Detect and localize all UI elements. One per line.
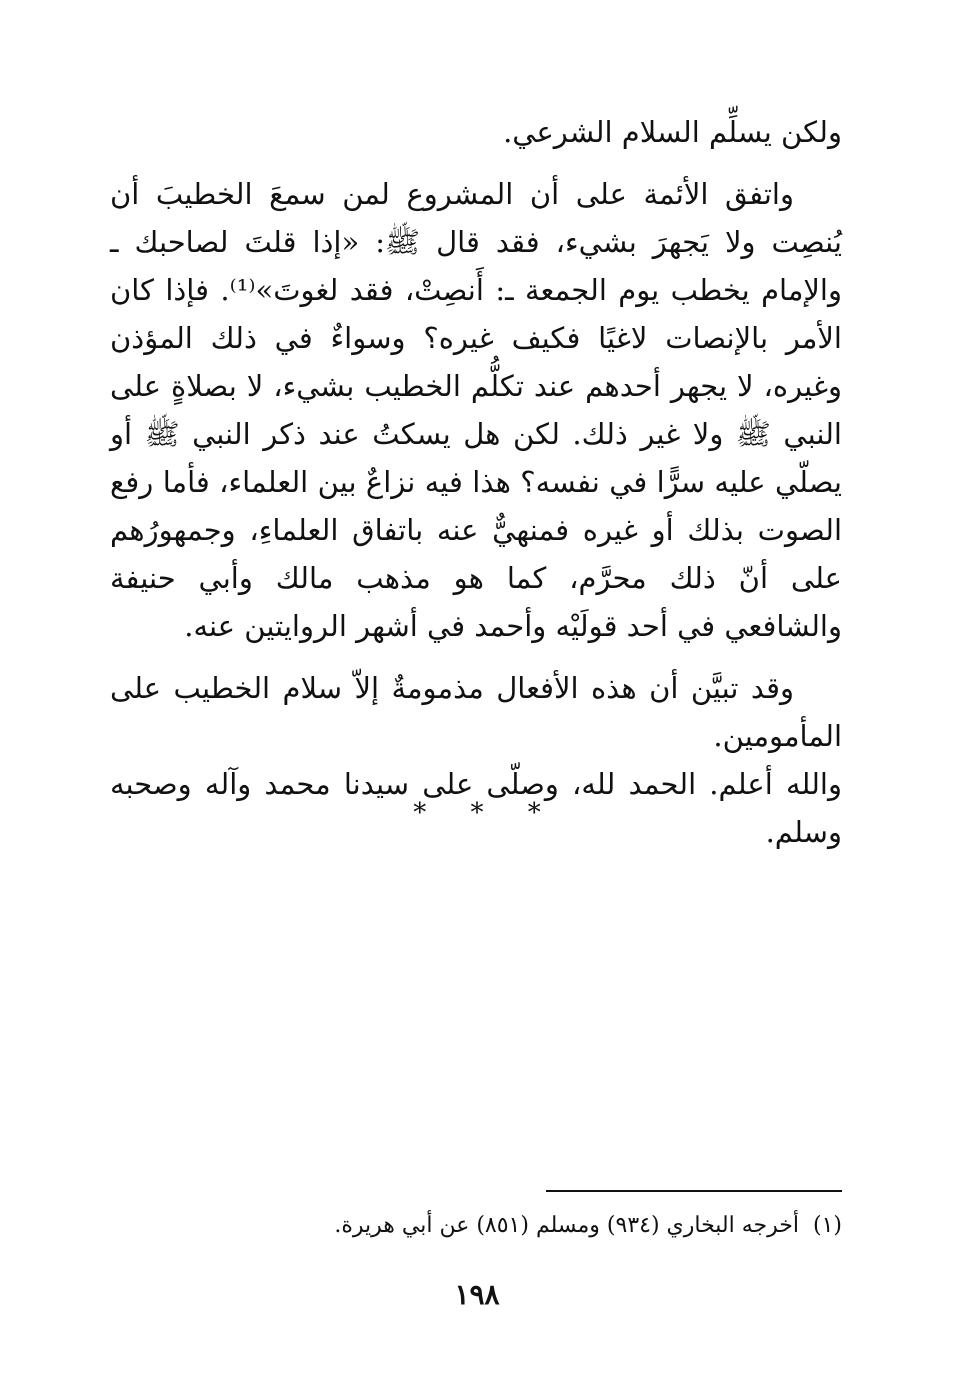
footnote-text: أخرجه البخاري (٩٣٤) ومسلم (٨٥١) عن أبي هريرة. [334,1213,799,1238]
paragraph-2: واتفق الأئمة على أن المشروع لمن سمعَ الخطيبَ أن يُنصِت ولا يَجهرَ بشيء، فقد قال ﷺ: «إذا قلتَ لصاحبك ـ والإمام يخطب يوم الجمعة ـ: أَنصِتْ، فقد لغوتَ»⁽¹⁾. فإذا كان الأمر بالإنصات لاغيًا فكيف غيره؟ وسواءٌ في ذلك المؤذن وغيره، لا يجهر أحدهم عند تكلُّم الخطيب بشيء، لا بصلاةٍ على النبي ﷺ ولا غير ذلك. لكن هل يسكتُ عند ذكر النبي ﷺ أو يصلّي عليه سرًّا في نفسه؟ هذا فيه نزاعٌ بين العلماء، فأما رفع الصوت بذلك أو غيره فمنهيٌّ عنه باتفاق العلماءِ، وجمهورُهم على أنّ ذلك محرَّم، كما هو مذهب مالك وأبي حنيفة والشافعي في أحد قولَيْه وأحمد في أشهر الروايتين عنه. [110,177,842,643]
footnote [110,1206,842,1246]
section-divider [0,798,954,828]
paragraph-1: ولكن يسلِّم السلام الشرعي. [503,115,842,149]
main-text [110,108,842,856]
divider-star-icon: * [470,798,484,828]
divider-star-icon: * [413,798,427,828]
divider-star-icon: * [527,798,541,828]
footnote-number: (١) [812,1213,842,1238]
paragraph-4: والله أعلم. الحمد لله، وصلّى على سيدنا محمد وآله وصحبه وسلم. [110,767,842,849]
page-number: ١٩٨ [454,1278,500,1311]
footnote-separator [546,1190,842,1192]
paragraph-3: وقد تبيَّن أن هذه الأفعال مذمومةٌ إلاّ سلام الخطيب على المأمومين. [110,671,842,753]
